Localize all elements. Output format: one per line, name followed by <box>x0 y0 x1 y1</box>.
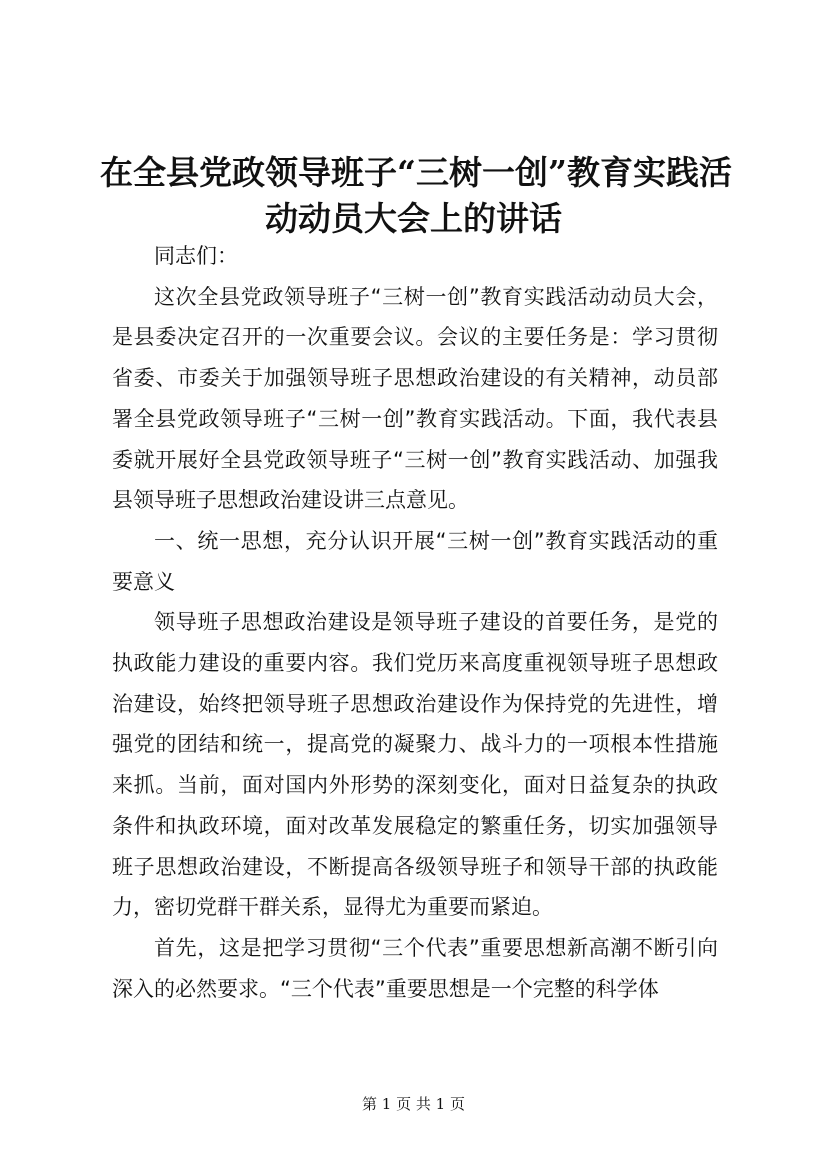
page-number-label: 第 1 页 共 1 页 <box>362 1095 465 1113</box>
salutation: 同志们： <box>154 244 238 268</box>
paragraph-first-point: 首先，这是把学习贯彻“三个代表”重要思想新高潮不断引向深入的必然要求。“三个代表”重要思想是一个完整的科学体 <box>112 935 718 1001</box>
title-line-2: 动动员大会上的讲话 <box>265 199 562 238</box>
page-footer <box>0 1093 827 1114</box>
section-heading-1: 一、统一思想，充分认识开展“三树一创”教育实践活动的重要意义 <box>112 528 718 594</box>
document-body <box>112 236 718 1009</box>
title-line-1: 在全县党政领导班子“三树一创”教育实践活 <box>100 153 732 192</box>
document-title <box>100 150 732 242</box>
paragraph-intro: 这次全县党政领导班子“三树一创”教育实践活动动员大会，是县委决定召开的一次重要会议。会议的主要任务是：学习贯彻省委、市委关于加强领导班子思想政治建设的有关精神，动员部署全县党政领导班子“三树一创”教育实践活动。下面，我代表县委就开展好全县党政领导班子“三树一创”教育实践活动、加强我县领导班子思想政治建设讲三点意见。 <box>112 284 718 513</box>
paragraph-section-1: 领导班子思想政治建设是领导班子建设的首要任务，是党的执政能力建设的重要内容。我们党历来高度重视领导班子思想政治建设，始终把领导班子思想政治建设作为保持党的先进性，增强党的团结和统一，提高党的凝聚力、战斗力的一项根本性措施来抓。当前，面对国内外形势的深刻变化，面对日益复杂的执政条件和执政环境，面对改革发展稳定的繁重任务，切实加强领导班子思想政治建设，不断提高各级领导班子和领导干部的执政能力，密切党群干群关系，显得尤为重要而紧迫。 <box>112 610 718 920</box>
